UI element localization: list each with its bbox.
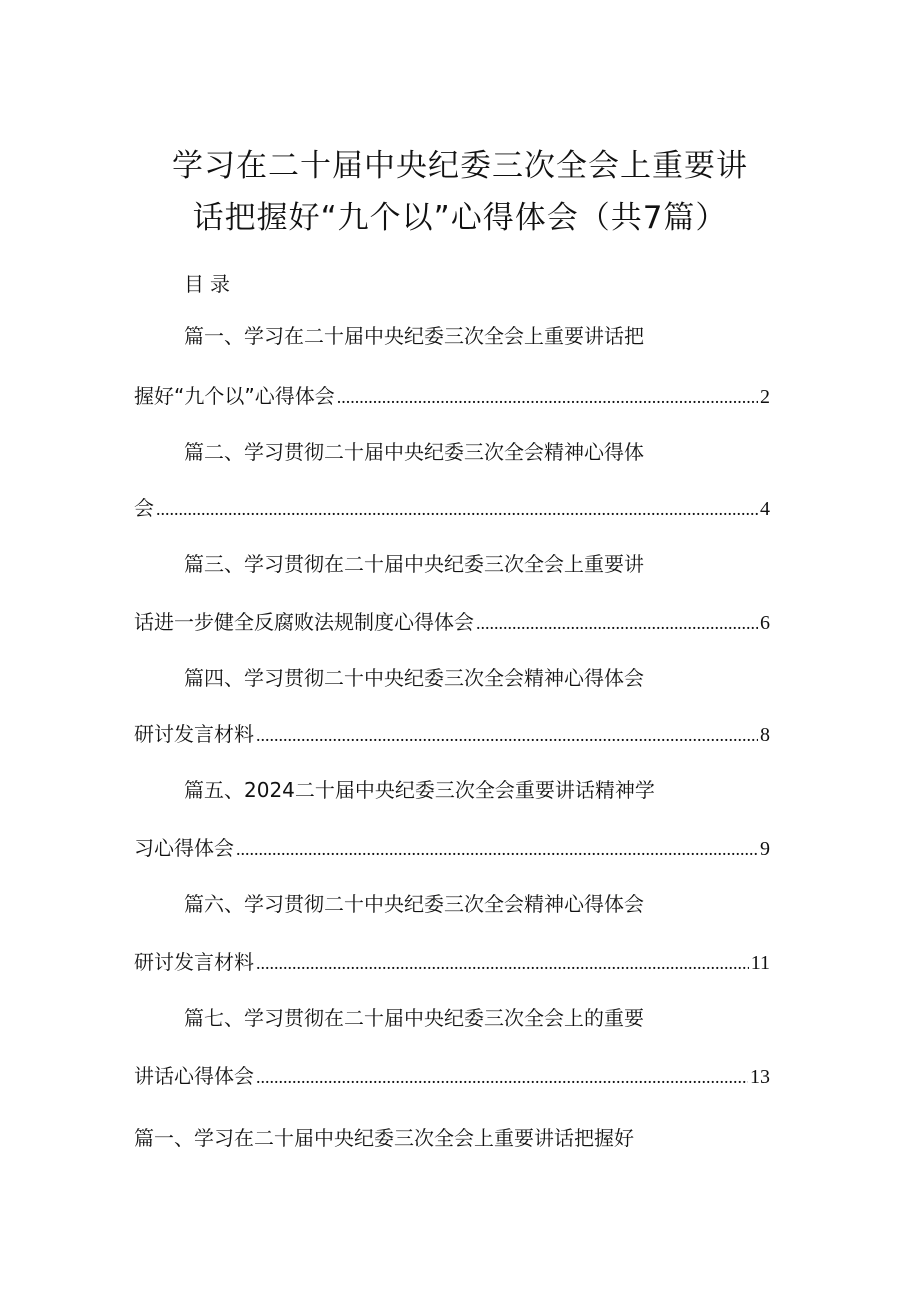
dot-leader <box>476 613 758 634</box>
toc-page-number: 9 <box>760 838 770 860</box>
toc-entry-title: 研讨发言材料 <box>134 722 254 746</box>
toc-page-number: 2 <box>760 386 770 408</box>
document-title-line-1: 学习在二十届中央纪委三次全会上重要讲 <box>172 148 748 184</box>
toc-entry-7-line-1: 篇七、学习贯彻在二十届中央纪委三次全会上的重要 <box>184 1006 644 1030</box>
toc-page-number: 11 <box>750 952 770 974</box>
dot-leader <box>236 839 758 860</box>
toc-entry-1-line-1: 篇一、学习在二十届中央纪委三次全会上重要讲话把 <box>184 324 644 348</box>
toc-entry-title: 习心得体会 <box>134 836 234 860</box>
toc-entry-5-line-1: 篇五、2024二十届中央纪委三次全会重要讲话精神学 <box>184 778 655 802</box>
section-heading: 篇一、学习在二十届中央纪委三次全会上重要讲话把握好 <box>134 1126 634 1150</box>
toc-entry-title: 讲话心得体会 <box>134 1064 254 1088</box>
toc-entry-title: 握好“九个以”心得体会 <box>134 384 335 408</box>
document-title-line-2: 话把握好“九个以”心得体会（共7篇） <box>192 200 728 236</box>
toc-entry-6-line-1: 篇六、学习贯彻二十中央纪委三次全会精神心得体会 <box>184 892 644 916</box>
dot-leader <box>156 499 758 520</box>
toc-entry-1-line-2[interactable] <box>134 380 770 409</box>
toc-entry-title: 话进一步健全反腐败法规制度心得体会 <box>134 610 474 634</box>
toc-entry-2-line-1: 篇二、学习贯彻二十届中央纪委三次全会精神心得体 <box>184 440 644 464</box>
toc-entry-3-line-2[interactable] <box>134 606 770 635</box>
toc-entry-4-line-1: 篇四、学习贯彻二十中央纪委三次全会精神心得体会 <box>184 666 644 690</box>
toc-entry-3-line-1: 篇三、学习贯彻在二十届中央纪委三次全会上重要讲 <box>184 552 644 576</box>
dot-leader <box>256 953 749 974</box>
dot-leader <box>337 387 758 408</box>
toc-page-number: 4 <box>760 498 770 520</box>
toc-page-number: 6 <box>760 612 770 634</box>
dot-leader <box>256 1067 748 1088</box>
dot-leader <box>256 725 758 746</box>
toc-heading: 目录 <box>184 272 236 296</box>
toc-page-number: 8 <box>760 724 770 746</box>
toc-entry-7-line-2[interactable] <box>134 1060 770 1089</box>
toc-entry-title: 研讨发言材料 <box>134 950 254 974</box>
toc-entry-title: 会 <box>134 496 154 520</box>
toc-entry-4-line-2[interactable] <box>134 718 770 747</box>
toc-entry-6-line-2[interactable] <box>134 946 770 975</box>
toc-page-number: 13 <box>750 1066 770 1088</box>
toc-entry-5-line-2[interactable] <box>134 832 770 861</box>
toc-entry-2-line-2[interactable] <box>134 492 770 521</box>
